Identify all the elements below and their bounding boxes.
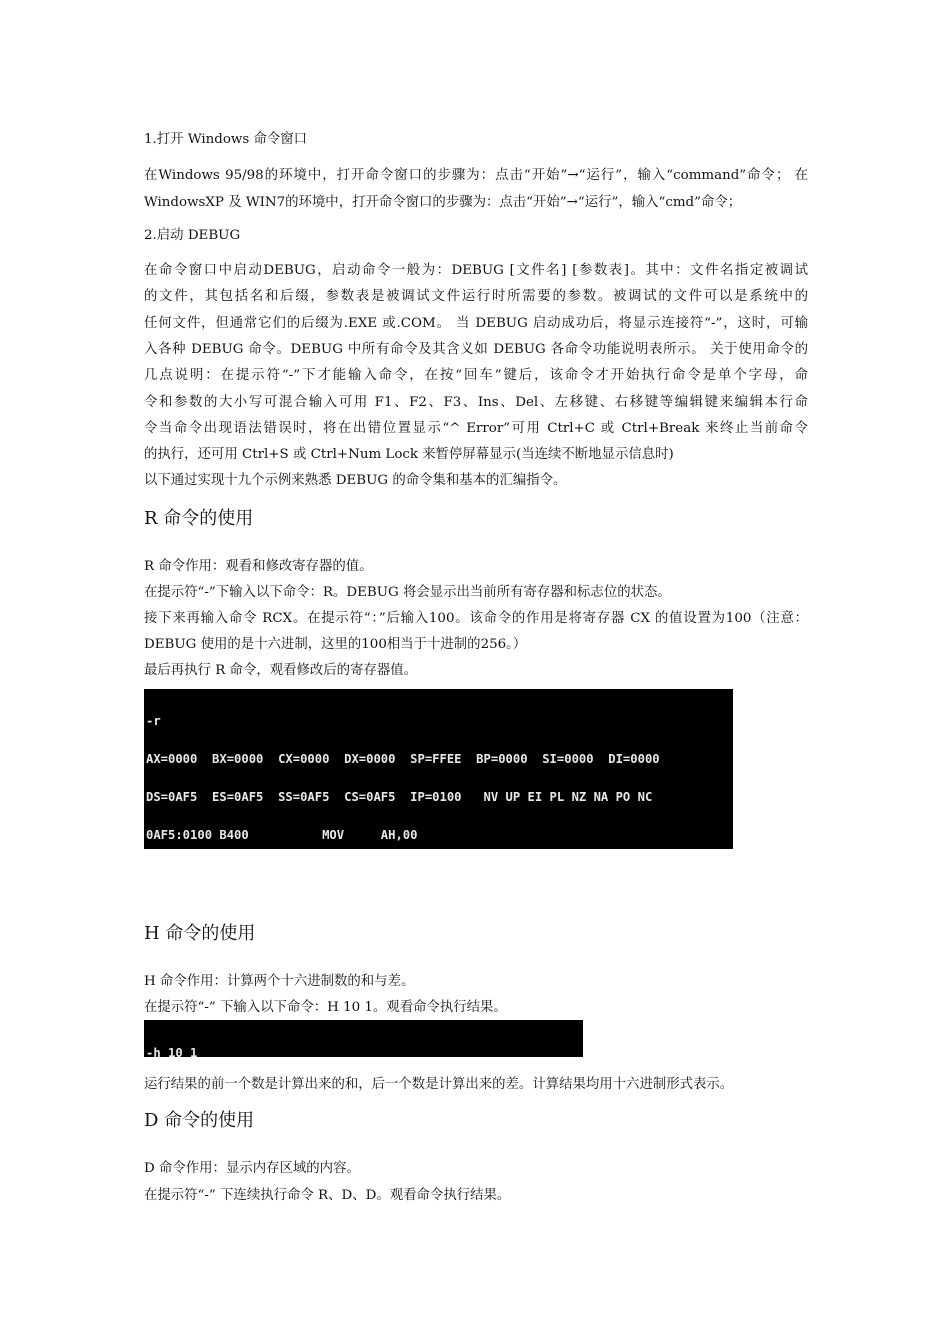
section2-line: 在命令窗口中启动DEBUG，启动命令一般为：DEBUG [文件名] [参数表]。其中：文件名指定被调试 <box>144 263 808 278</box>
terminal-line: -h 10 1 <box>146 1046 198 1057</box>
r-command-heading: R 命令的使用 <box>144 508 254 529</box>
r-section-line: 在提示符“-”下输入以下命令：R。DEBUG 将会显示出当前所有寄存器和标志位的状态。 <box>144 585 671 600</box>
section2-line: 入各种 DEBUG 命令。DEBUG 中所有命令及其含义如 DEBUG 各命令功能说明表所示。 关于使用命令的 <box>144 342 808 357</box>
h-section-line: 在提示符“-” 下输入以下命令：H 10 1。观看命令执行结果。 <box>144 1000 507 1015</box>
section2-line: 的文件，其包括名和后缀，参数表是被调试文件运行时所需要的参数。被调试的文件可以是系统中的 <box>144 289 808 304</box>
terminal-line: DS=0AF5 ES=0AF5 SS=0AF5 CS=0AF5 IP=0100 NV UP EI PL NZ NA PO NC <box>146 789 653 804</box>
section1-paragraph-line1: 在Windows 95/98的环境中，打开命令窗口的步骤为：点击“开始”→“运行”，输入“command”命令； 在 <box>144 168 808 183</box>
d-section-line: D 命令作用：显示内存区域的内容。 <box>144 1161 360 1176</box>
h-command-terminal-screenshot <box>144 1020 583 1057</box>
terminal-line: 0AF5:0100 B400 MOV AH,00 <box>146 827 418 842</box>
r-section-line: DEBUG 使用的是十六进制，这里的100相当于十进制的256。） <box>144 637 527 652</box>
r-section-line: R 命令作用：观看和修改寄存器的值。 <box>144 559 373 574</box>
r-section-line: 接下来再输入命令 RCX。在提示符“：”后输入100。该命令的作用是将寄存器 CX 的值设置为100（注意： <box>144 611 808 626</box>
h-section-result-text: 运行结果的前一个数是计算出来的和，后一个数是计算出来的差。计算结果均用十六进制形式表示。 <box>144 1077 734 1092</box>
section1-title: 1.打开 Windows 命令窗口 <box>144 132 308 147</box>
section1-paragraph-line2: WindowsXP 及 WIN7的环境中，打开命令窗口的步骤为：点击“开始”→“运行”，输入“cmd”命令； <box>144 195 742 210</box>
r-section-line: 最后再执行 R 命令，观看修改后的寄存器值。 <box>144 663 418 678</box>
section2-line: 令当命令出现语法错误时，将在出错位置显示“^ Error”可用 Ctrl+C 或 Ctrl+Break 来终止当前命令 <box>144 421 808 436</box>
d-section-line: 在提示符“-” 下连续执行命令 R、D、D。观看命令执行结果。 <box>144 1188 511 1203</box>
d-command-heading: D 命令的使用 <box>144 1110 255 1131</box>
terminal-line: -r <box>146 714 161 729</box>
h-section-line: H 命令作用：计算两个十六进制数的和与差。 <box>144 974 415 989</box>
section2-title: 2.启动 DEBUG <box>144 228 241 243</box>
section2-line: 以下通过实现十九个示例来熟悉 DEBUG 的命令集和基本的汇编指令。 <box>144 473 567 488</box>
r-command-terminal-screenshot <box>144 689 733 849</box>
section2-line: 令和参数的大小写可混合输入可用 F1、F2、F3、Ins、Del、左移键、右移键等编辑键来编辑本行命 <box>144 395 808 410</box>
section2-line: 任何文件，但通常它们的后缀为.EXE 或.COM。 当 DEBUG 启动成功后，将显示连接符“-”，这时，可输 <box>144 316 808 331</box>
section2-line: 几点说明：在提示符“-”下才能输入命令，在按“回车”键后，该命令才开始执行命令是单个字母，命 <box>144 368 808 383</box>
section2-line: 的执行，还可用 Ctrl+S 或 Ctrl+Num Lock 来暂停屏幕显示(当连续不断地显示信息时) <box>144 447 674 462</box>
terminal-line: AX=0000 BX=0000 CX=0000 DX=0000 SP=FFEE BP=0000 SI=0000 DI=0000 <box>146 751 660 766</box>
h-command-heading: H 命令的使用 <box>144 923 256 944</box>
